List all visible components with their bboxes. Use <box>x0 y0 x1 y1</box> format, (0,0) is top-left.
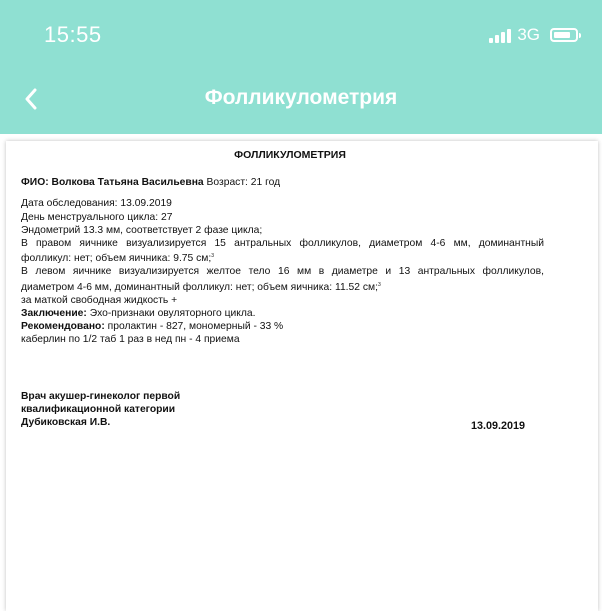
recommended-label: Рекомендовано: <box>21 321 105 333</box>
battery-icon <box>550 28 578 42</box>
free-fluid: за маткой свободная жидкость + <box>21 294 178 306</box>
patient-age: Возраст: 21 год <box>206 177 281 189</box>
doctor-title-line1: Врач акушер-гинеколог первой <box>21 391 181 402</box>
page-title: Фолликулометрия <box>204 86 398 109</box>
conclusion <box>21 307 544 320</box>
document-view[interactable] <box>6 141 598 611</box>
cycle-day: День менструального цикла: 27 <box>21 211 173 223</box>
status-time: 15:55 <box>44 22 102 47</box>
signature-date: 13.09.2019 <box>471 420 526 432</box>
conclusion-text: Эхо-признаки овуляторного цикла. <box>89 308 256 320</box>
patient-name: Волкова Татьяна Васильевна <box>51 177 204 189</box>
document-body <box>21 149 544 347</box>
doctor-title-line2: квалификационной категории <box>21 404 176 416</box>
recommended-text: пролактин - 827, мономерный - 33 % <box>107 321 284 333</box>
prescription: каберлин по 1/2 таб 1 раз в нед пн - 4 приема <box>21 334 240 346</box>
doctor-name: Дубиковская И.В. <box>21 417 111 429</box>
right-ovary-line2: фолликул: нет; объем яичника: 9.75 см;$^3$ <box>21 253 214 265</box>
recommendation <box>21 320 544 333</box>
network-type: 3G <box>517 25 540 44</box>
right-ovary-line1: В правом яичнике визуализируется 15 антральных фолликулов, диаметром 4-6 мм, доминантный <box>21 238 544 250</box>
exam-date: Дата обследования: 13.09.2019 <box>21 198 172 210</box>
status-indicators <box>489 25 578 45</box>
app-header <box>0 0 602 134</box>
endometrium: Эндометрий 13.3 мм, соответствует 2 фазе цикла; <box>21 224 263 236</box>
fio-label: ФИО: <box>21 177 49 189</box>
left-ovary-line1: В левом яичнике визуализируется желтое тело 16 мм в диаметре и 13 антральных фолликулов, <box>21 266 544 278</box>
patient-line <box>21 176 544 189</box>
document-title: ФОЛЛИКУЛОМЕТРИЯ <box>234 149 346 161</box>
left-ovary-line2: диаметром 4-6 мм, доминантный фолликул: нет; объем яичника: 11.52 см;$^3$ <box>21 281 381 293</box>
doctor-signature <box>21 390 180 430</box>
conclusion-label: Заключение: <box>21 308 87 320</box>
signal-icon <box>489 27 511 43</box>
